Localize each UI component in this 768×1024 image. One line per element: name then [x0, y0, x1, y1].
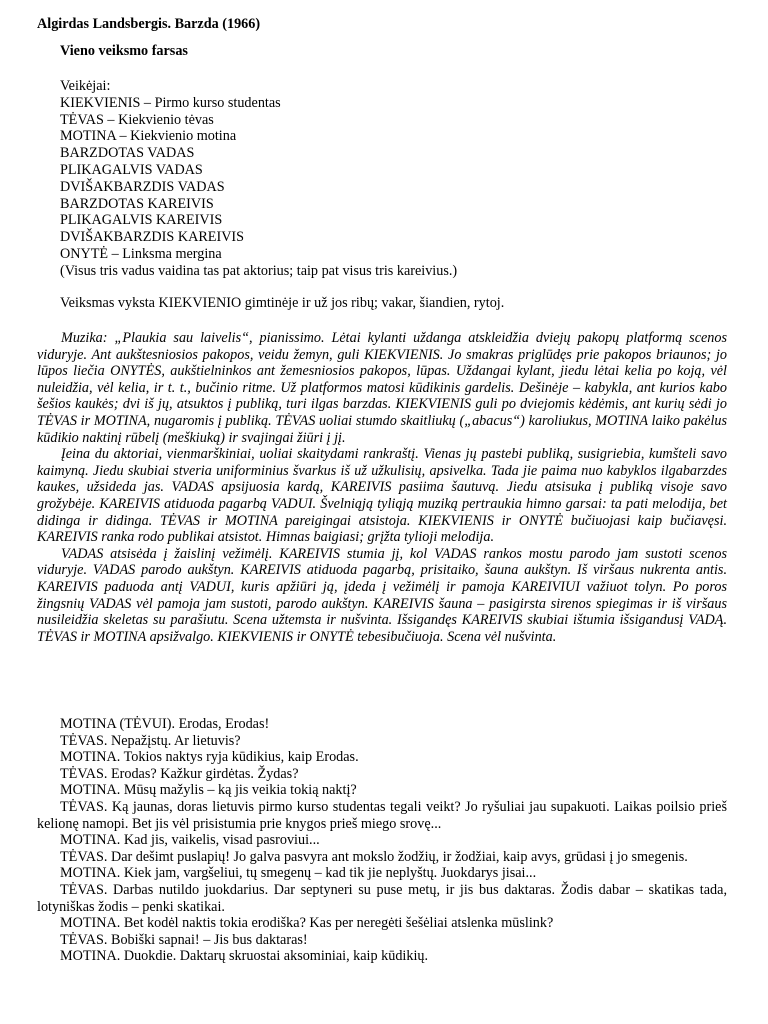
dialogue-line: MOTINA. Tokios naktys ryja kūdikius, kaip Erodas. — [60, 749, 359, 766]
cast-item: ONYTĖ – Linksma mergina — [60, 245, 222, 262]
dialogue-line: MOTINA. Mūsų mažylis – ką jis veikia tokią naktį? — [60, 782, 357, 799]
document-subtitle: Vieno veiksmo farsas — [60, 43, 188, 59]
dialogue — [37, 716, 727, 965]
cast-heading: Veikėjai: — [60, 78, 111, 94]
dialogue-line: MOTINA. Kad jis, vaikelis, visad pasroviui... — [60, 832, 320, 849]
dialogue-line: MOTINA. Kiek jam, vargšeliui, tų smegenų – kad tik jie neplyštų. Juokdarys jisai... — [60, 865, 537, 882]
stage-paragraph: VADAS atsisėda į žaislinį vežimėlį. KAREIVIS stumia jį, kol VADAS rankos mostu parodo jam sustoti scenos viduryje. VADAS parodo aukštyn. KAREIVIS atiduoda pagarbą, prisitaiko, šauna aukštyn. Iš viršaus nukrenta antis. KAREIVIS paduoda antį VADUI, kuris apžiūri ją, įdeda į vežimėlį ir pamoja KAREIVIUI važiuot tolyn. Po poros žingsnių VADAS vėl pamoja jam sustoti, parodo aukštyn. KAREIVIS šauna – pasigirsta sirenos spiegimas ir iš viršaus nusileidžia skeletas su parašiutu. Scena užtemsta ir nušvinta. Išsigandęs KAREIVIS skubiai ištumia išsigandusį VADĄ. TĖVAS ir MOTINA apsižvalgo. KIEKVIENIS ir ONYTĖ tebesibučiuoja. Scena vėl nušvinta. — [37, 545, 727, 645]
cast-item: TĖVAS – Kiekvienio tėvas — [60, 111, 214, 128]
cast-item: BARZDOTAS VADAS — [60, 145, 195, 162]
dialogue-line: TĖVAS. Dar dešimt puslapių! Jo galva pasvyra ant mokslo žodžių, ir žodžiai, kaip avys, grūdasi į jo smegenis. — [60, 848, 688, 865]
dialogue-line: TĖVAS. Erodas? Kažkur girdėtas. Žydas? — [60, 765, 299, 782]
dialogue-line: TĖVAS. Bobiški sapnai! – Jis bus daktaras! — [60, 931, 308, 948]
dialogue-line: TĖVAS. Ką jaunas, doras lietuvis pirmo kurso studentas tegali veikt? Jo ryšuliai jau supakuoti. Laikas poilsio prieš kelionę namopi. Bet jis vėl prisistumia prie knygos prieš miego srovę... — [37, 798, 727, 832]
dialogue-line: MOTINA. Bet kodėl naktis tokia erodiška? Kas per neregėti šešėliai atslenka mūslink? — [60, 915, 554, 932]
dialogue-line: TĖVAS. Nepažįstų. Ar lietuvis? — [60, 732, 241, 749]
cast-item: PLIKAGALVIS KAREIVIS — [60, 212, 223, 229]
dialogue-line: TĖVAS. Darbas nutildo juokdarius. Dar septyneri su puse metų, ir jis bus daktaras. Žodis dabar – skatikas tada, lotyniškas žodis – penki skatikai. — [37, 881, 727, 915]
document-title: Algirdas Landsbergis. Barzda (1966) — [37, 16, 261, 32]
cast-note: (Visus tris vadus vaidina tas pat aktorius; taip pat visus tris kareivius.) — [60, 262, 458, 279]
cast-item: DVIŠAKBARZDIS VADAS — [60, 178, 225, 195]
cast-item: MOTINA – Kiekvienio motina — [60, 128, 237, 145]
cast-item: KIEKVIENIS – Pirmo kurso studentas — [60, 94, 281, 111]
cast-list — [60, 78, 457, 280]
stage-directions — [37, 330, 727, 645]
dialogue-line: MOTINA (TĖVUI). Erodas, Erodas! — [60, 716, 270, 732]
cast-item: DVIŠAKBARZDIS KAREIVIS — [60, 229, 245, 246]
dialogue-line: MOTINA. Duokdie. Daktarų skruostai aksominiai, kaip kūdikių. — [60, 948, 429, 965]
setting-line: Veiksmas vyksta KIEKVIENIO gimtinėje ir už jos ribų; vakar, šiandien, rytoj. — [60, 295, 505, 311]
stage-paragraph: Įeina du aktoriai, vienmarškiniai, uoliai skaitydami rankraštį. Vienas jų pastebi publiką, susigriebia, kumšteli savo kaimyną. Jiedu skubiai stveria uniforminius švarkus iš už užkulisių, apsivelka. Tada jie paima nuo kabyklos ilgabarzdes kaukes, užsideda jas. VADAS apsijuosia kardą, KAREIVIS pasiima šautuvą. Jiedu atsisuka į publiką visoje savo grožybėje. KAREIVIS atiduoda pagarbą VADUI. Švelniąją tyliąją muziką pertraukia himno garsai: ta pati melodija, bet didinga ir didinga. TĖVAS ir MOTINA pareigingai atsistoja. KIEKVIENIS ir ONYTĖ bučiuojasi kaip bučiavęsi. KAREIVIS ranka rodo publikai atsistot. Himnas baigiasi; grįžta tylioji melodija. — [37, 446, 727, 546]
cast-item: BARZDOTAS KAREIVIS — [60, 195, 214, 212]
stage-paragraph: Muzika: „Plaukia sau laivelis“, pianissimo. Lėtai kylanti uždanga atskleidžia dviejų pakopų platformą scenos viduryje. Ant aukštesniosios pakopos, veidu žemyn, guli KIEKVIENIS. Jo smakras priglūdęs prie pakopos briaunos; jo lūpos liečia ONYTĖS, aukštielninkos ant žemesniosios pakopos, lūpas. Uždangai kylant, jiedu lėtai kelia po koją, vėl nuleidžia, vėl kelia, ir t. t., bučinio ritme. Už platformos matosi kūdikinis gardelis. Dešinėje – kabykla, ant kurios kabo šešios kaukės; dvi iš jų, atsuktos į publiką, turi ilgas barzdas. KIEKVIENIS guli po dviejomis kėdėmis, ant kurių sėdi jo TĖVAS ir MOTINA, nugaromis į publiką. TĖVAS uoliai stumdo skaitliukų („abacus“) karoliukus, MOTINA laiko pakėlus kūdikio naktinį rūbelį (meškiuką) ir svajingai žiūri į jį. — [37, 330, 727, 446]
cast-item: PLIKAGALVIS VADAS — [60, 161, 203, 178]
